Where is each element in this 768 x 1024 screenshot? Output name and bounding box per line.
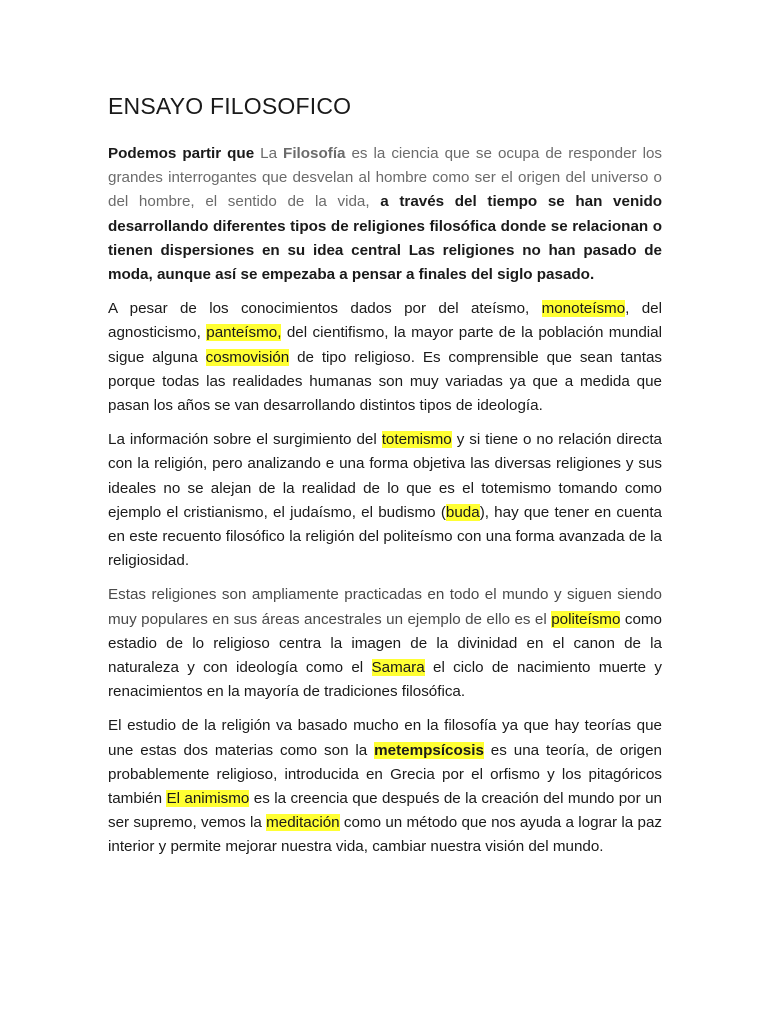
highlight-meditacion: meditación (266, 814, 340, 832)
highlight-metempsicosis: metempsícosis (374, 741, 484, 759)
p4-text-a: Estas religiones son ampliamente practicadas en todo el mundo y siguen siendo muy populares en sus áreas ancestrales un ejemplo de ello es el (108, 586, 662, 628)
p5-text-d: como un método que nos ayuda a lograr la paz interior y permite mejorar nuestra vida, cambiar nuestra visión del mundo. (108, 814, 662, 856)
p2-text-c: del cientifismo, la mayor parte de la población mundial sigue alguna (108, 324, 662, 366)
p3-text-a: La información sobre el surgimiento del (108, 431, 382, 449)
document-page (108, 92, 662, 870)
p1-definition-article: La (260, 145, 284, 162)
p5-text-c: es la creencia que después de la creación del mundo por un ser supremo, vemos la (108, 790, 662, 832)
p2-text-b: , del agnosticismo, (108, 300, 662, 342)
highlight-politeismo: politeísmo (551, 610, 621, 628)
document-title: ENSAYO FILOSOFICO (108, 93, 352, 119)
paragraph-3 (108, 428, 662, 573)
p2-text-a: A pesar de los conocimientos dados por del ateísmo, (108, 300, 542, 318)
p3-text-b: y si tiene o no relación directa con la religión, pero analizando e una forma objetiva las diversas religiones y sus ideales no se alejan de la realidad de lo que es el totemismo tomando como ejemplo el cristianismo, el judaísmo, el budismo ( (108, 431, 662, 521)
p1-term-filosofia: Filosofía (283, 145, 346, 162)
highlight-samara: Samara (371, 659, 425, 677)
p2-text-d: de tipo religioso. Es comprensible que sean tantas porque todas las realidades humanas son muy variadas ya que a medida que pasan los años se van desarrollando distintos tipos de ideología. (108, 348, 662, 415)
paragraph-5 (108, 714, 662, 859)
highlight-cosmovision: cosmovisión (205, 348, 290, 366)
p5-text-a: El estudio de la religión va basado mucho en la filosofía ya que hay teorías que une estas dos materias como son la (108, 717, 662, 759)
highlight-totemismo: totemismo (381, 431, 452, 449)
highlight-monoteismo: monoteísmo (541, 300, 626, 318)
p1-continuation: a través del tiempo se han venido desarrollando diferentes tipos de religiones filosófica donde se relacionan o tienen dispersiones en su idea central Las religiones no han pasado de moda, aunque así se empezaba a pensar a finales del siglo pasado. (108, 193, 663, 284)
highlight-animismo: El animismo (166, 790, 250, 808)
p3-text-c: ), hay que tener en cuenta en este recuento filosófico la religión del politeísmo con una forma avanzada de la religiosidad. (108, 503, 662, 570)
p4-text-c: el ciclo de nacimiento muerte y renacimientos en la mayoría de tradiciones filosófica. (108, 659, 662, 701)
paragraph-1 (108, 142, 662, 287)
highlight-panteismo: panteísmo, (206, 324, 282, 342)
p5-text-b: es una teoría, de origen probablemente religioso, introducida en Grecia por el orfismo y los pitagóricos también (108, 741, 662, 808)
p1-intro: Podemos partir que (108, 145, 261, 162)
p1-definition-body: es la ciencia que se ocupa de responder los grandes interrogantes que desvelan al hombre como ser el origen del universo o del hombre, el sentido de la vida, (108, 145, 662, 211)
highlight-buda: buda (445, 503, 480, 521)
paragraph-4 (108, 583, 662, 704)
paragraph-2 (108, 297, 662, 418)
p4-text-b: como estadio de lo religioso centra la imagen de la divinidad en el canon de la naturaleza y con ideología como el (108, 610, 662, 677)
